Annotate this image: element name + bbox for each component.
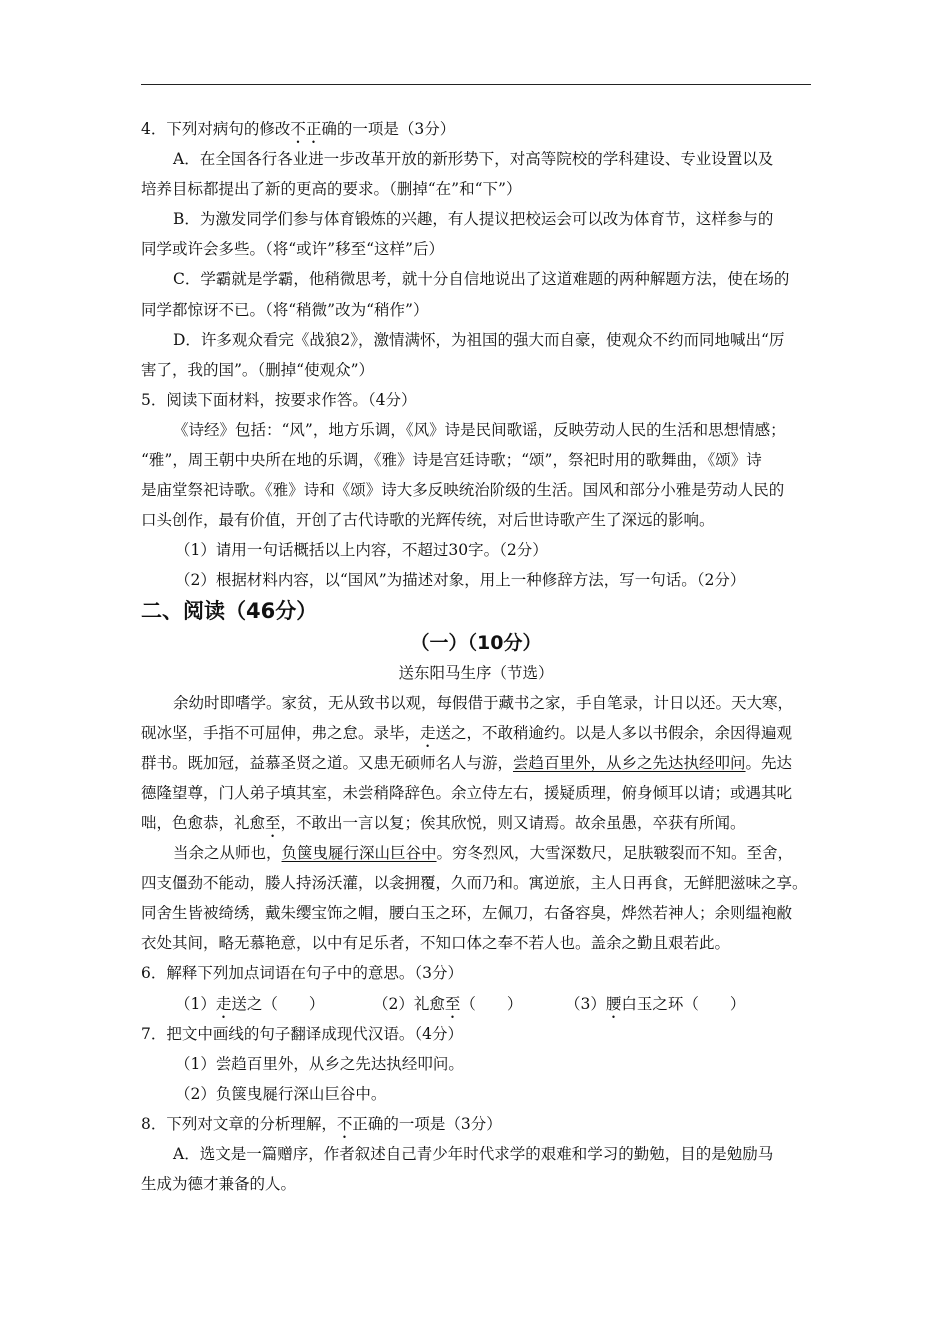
q4-option-b-cont: 同学或许会多些。（将“或许”移至“这样”后） bbox=[141, 240, 444, 259]
q5-material-line: 是庙堂祭祀诗歌。《雅》诗和《颂》诗大多反映统治阶级的生活。国风和部分小雅是劳动人民的 bbox=[141, 481, 785, 500]
passage-line: 衣处其间，略无慕艳意，以中有足乐者，不知口体之奉不若人也。盖余之勤且艰若此。 bbox=[141, 934, 731, 953]
q4-option-b: B．为激发同学们参与体育锻炼的兴趣，有人提议把校运会可以改为体育节，这样参与的 bbox=[173, 210, 774, 229]
q8-emphasis: 不 bbox=[336, 1114, 353, 1133]
passage-line bbox=[141, 808, 811, 838]
q5-material-line: 口头创作，最有价值，开创了古代诗歌的光辉传统，对后世诗歌产生了深远的影响。 bbox=[141, 511, 715, 530]
passage-line bbox=[141, 838, 811, 868]
q8-option-a: A．选文是一篇赠序，作者叙述自己青少年时代求学的艰难和学习的勤勉，目的是勉励马 bbox=[173, 1145, 774, 1163]
q7-sentence-2: （2）负箧曳屣行深山巨谷中。 bbox=[175, 1084, 387, 1103]
passage-text: 。穷冬烈风，大雪深数尺，足肤皲裂而不知。至舍， bbox=[436, 844, 794, 863]
emphasis-char: 腰 bbox=[605, 994, 622, 1013]
q5-sub-question-1: （1）请用一句话概括以上内容，不超过30字。（2分） bbox=[175, 541, 548, 560]
q4-emphasis: 不正 bbox=[290, 120, 322, 138]
part-heading: （一）（10分） bbox=[410, 631, 542, 654]
question-4-stem bbox=[141, 114, 811, 144]
passage-line bbox=[141, 718, 811, 748]
q4-option-a-cont: 培养目标都提出了新的更高的要求。（删掉“在”和“下”） bbox=[141, 180, 522, 199]
question-6-stem: 6．解释下列加点词语在句子中的意思。（3分） bbox=[141, 964, 463, 983]
q7-sentence-1: （1）尝趋百里外，从乡之先达执经叩问。 bbox=[175, 1054, 464, 1073]
q6-items bbox=[141, 989, 811, 1019]
q8-option-a-cont: 生成为德才兼备的人。 bbox=[141, 1175, 297, 1194]
q4-stem-text: 4．下列对病句的修改 bbox=[141, 120, 291, 138]
passage-line: 同舍生皆被绮绣，戴朱缨宝饰之帽，腰白玉之环，左佩刀，右备容臭，烨然若神人；余则缊袍敝 bbox=[141, 904, 793, 923]
q6-item-text: 送之（ ） bbox=[231, 994, 325, 1013]
underlined-sentence: 尝趋百里外，从乡之先达执经叩问 bbox=[513, 753, 746, 772]
passage-text: 当余之从师也， bbox=[173, 844, 282, 863]
question-8-stem bbox=[141, 1109, 811, 1139]
q6-item-3 bbox=[565, 995, 745, 1013]
emphasis-char: 至 bbox=[265, 813, 281, 832]
passage-line: 德隆望尊，门人弟子填其室，未尝稍降辞色。余立侍左右，援疑质理，俯身倾耳以请；或遇其叱 bbox=[141, 783, 793, 802]
q4-option-c: C．学霸就是学霸，他稍微思考，就十分自信地说出了这道难题的两种解题方法，使在场的 bbox=[173, 270, 790, 289]
underlined-sentence: 负箧曳屣行深山巨谷中 bbox=[281, 844, 437, 863]
passage-line bbox=[141, 748, 811, 778]
passage-text: 群书。既加冠，益慕圣贤之道。又患无硕师名人与游， bbox=[141, 753, 514, 772]
passage-line: 余幼时即嗜学。家贫，无从致书以观，每假借于藏书之家，手自笔录，计日以还。天大寒， bbox=[173, 693, 794, 712]
header-rule bbox=[141, 84, 811, 85]
passage-title: 送东阳马生序（节选） bbox=[398, 663, 554, 682]
q4-option-d-cont: 害了，我的国”。（删掉“使观众”） bbox=[141, 360, 375, 379]
q6-item-2 bbox=[373, 989, 565, 1022]
q6-item-1 bbox=[175, 989, 373, 1022]
passage-text: 。先达 bbox=[745, 753, 793, 772]
q4-option-a: A．在全国各行各业进一步改革开放的新形势下，对高等院校的学科建设、专业设置以及 bbox=[173, 150, 774, 169]
section-heading: 二、阅读（46分） bbox=[141, 598, 318, 623]
q4-stem-text-end: 确的一项是（3分） bbox=[321, 120, 456, 138]
q5-material-line: 《诗经》包括：“风”，地方乐调，《风》诗是民间歌谣，反映劳动人民的生活和思想情感； bbox=[173, 420, 786, 439]
q6-item-text: （2）礼愈 bbox=[373, 994, 445, 1013]
q5-material-line: “雅”，周王朝中央所在地的乐调，《雅》诗是宫廷诗歌；“颂”，祭祀时用的歌舞曲，《颂》诗 bbox=[141, 451, 762, 470]
q4-option-d: D．许多观众看完《战狼2》，激情满怀，为祖国的强大而自豪，使观众不约而同地喊出“厉 bbox=[173, 330, 785, 349]
q6-item-text: （ ） bbox=[460, 994, 523, 1013]
passage-line: 四支僵劲不能动，媵人持汤沃灌，以衾拥覆，久而乃和。寓逆旅，主人日再食，无鲜肥滋味之享。 bbox=[141, 874, 808, 893]
q8-stem-text: 8．下列对文章的分析理解， bbox=[141, 1114, 337, 1133]
passage-text: 送之，不敢稍逾约。以是人多以书假余，余因得遍观 bbox=[435, 723, 793, 742]
q8-stem-text-end: 正确的一项是（3分） bbox=[352, 1114, 502, 1133]
q4-option-c-cont: 同学都惊讶不已。（将“稍微”改为“稍作”） bbox=[141, 300, 429, 319]
emphasis-char: 走 bbox=[420, 723, 436, 742]
question-7-stem: 7．把文中画线的句子翻译成现代汉语。（4分） bbox=[141, 1024, 463, 1043]
passage-text: 咄，色愈恭，礼愈 bbox=[141, 813, 266, 832]
emphasis-char: 走 bbox=[215, 994, 232, 1013]
question-5-stem: 5．阅读下面材料，按要求作答。（4分） bbox=[141, 390, 417, 409]
emphasis-char: 至 bbox=[444, 994, 461, 1013]
passage-text: 砚冰坚，手指不可屈伸，弗之怠。录毕， bbox=[141, 723, 421, 742]
q6-item-text: 白玉之环（ ） bbox=[621, 994, 746, 1013]
q6-item-text: （3） bbox=[565, 994, 606, 1013]
q6-item-text: （1） bbox=[175, 994, 216, 1013]
passage-text: ，不敢出一言以复；俟其欣悦，则又请焉。故余虽愚，卒获有所闻。 bbox=[280, 813, 746, 832]
exam-page bbox=[141, 114, 811, 1199]
q5-sub-question-2: （2）根据材料内容，以“国风”为描述对象，用上一种修辞方法，写一句话。（2分） bbox=[175, 571, 746, 590]
